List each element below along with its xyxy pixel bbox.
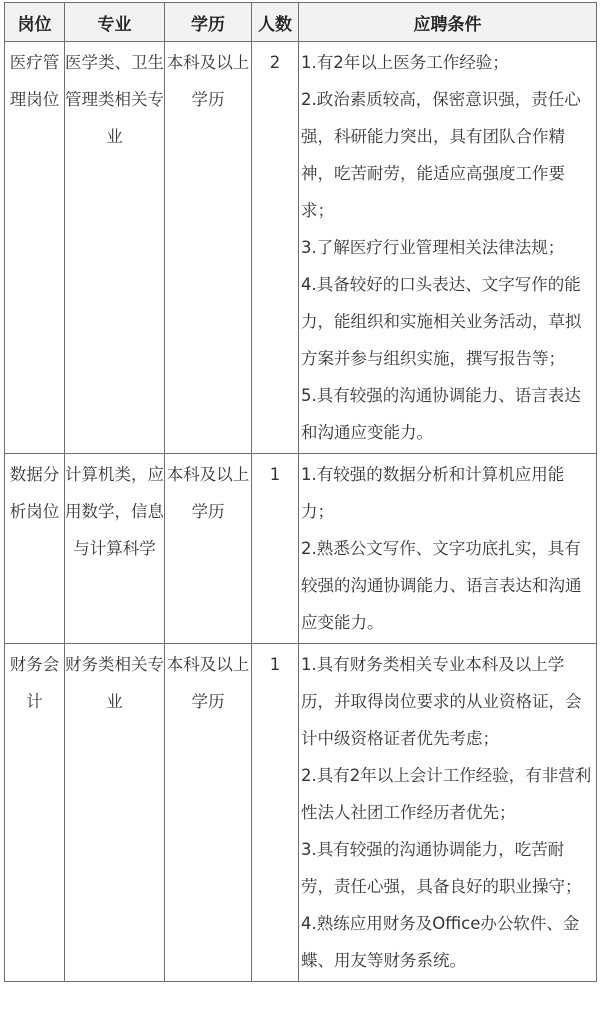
cell-education: 本科及以上学历 <box>165 644 252 982</box>
recruitment-table <box>4 2 597 982</box>
header-major: 专业 <box>65 3 165 42</box>
cell-requirements <box>299 644 597 982</box>
header-position: 岗位 <box>5 3 65 42</box>
requirement-item: 2.熟悉公文写作、文字功底扎实，具有较强的沟通协调能力、语言表达和沟通应变能力。 <box>301 539 582 632</box>
cell-education: 本科及以上学历 <box>165 454 252 644</box>
header-requirements: 应聘条件 <box>299 3 597 42</box>
cell-major: 计算机类，应用数学，信息与计算科学 <box>65 454 165 644</box>
requirement-item: 4.熟练应用财务及Office办公软件、金蝶、用友等财务系统。 <box>301 914 580 970</box>
requirement-item: 2.政治素质较高，保密意识强，责任心强，科研能力突出，具有团队合作精神，吃苦耐劳，能适应高强度工作要求； <box>301 90 581 220</box>
cell-education: 本科及以上学历 <box>165 42 252 454</box>
cell-major: 医学类、卫生管理类相关专业 <box>65 42 165 454</box>
cell-count: 2 <box>252 42 299 454</box>
requirement-item: 3.具有较强的沟通协调能力，吃苦耐劳，责任心强，具备良好的职业操守； <box>301 840 582 896</box>
cell-count: 1 <box>252 644 299 982</box>
cell-position: 财务会计 <box>5 644 65 982</box>
header-education: 学历 <box>165 3 252 42</box>
table-row <box>5 644 597 982</box>
header-row <box>5 3 597 42</box>
cell-requirements <box>299 42 597 454</box>
requirement-item: 3.了解医疗行业管理相关法律法规； <box>301 238 565 257</box>
requirement-item: 2.具有2年以上会计工作经验，有非营利性法人社团工作经历者优先； <box>301 766 592 822</box>
cell-position: 医疗管理岗位 <box>5 42 65 454</box>
cell-requirements <box>299 454 597 644</box>
cell-count: 1 <box>252 454 299 644</box>
requirement-item: 1.具有财务类相关专业本科及以上学历，并取得岗位要求的从业资格证，会计中级资格证者优先考虑； <box>301 655 582 748</box>
header-count: 人数 <box>252 3 299 42</box>
requirement-item: 5.具有较强的沟通协调能力、语言表达和沟通应变能力。 <box>301 386 581 442</box>
table-body <box>5 42 597 982</box>
table-row <box>5 42 597 454</box>
cell-major: 财务类相关专业 <box>65 644 165 982</box>
requirement-item: 4.具备较好的口头表达、文字写作的能力，能组织和实施相关业务活动，草拟方案并参与组织实施，撰写报告等； <box>301 275 582 368</box>
requirement-item: 1.有较强的数据分析和计算机应用能力； <box>301 465 565 521</box>
table-row <box>5 454 597 644</box>
table-header <box>5 3 597 42</box>
cell-position: 数据分析岗位 <box>5 454 65 644</box>
requirement-item: 1.有2年以上医务工作经验； <box>301 53 509 72</box>
